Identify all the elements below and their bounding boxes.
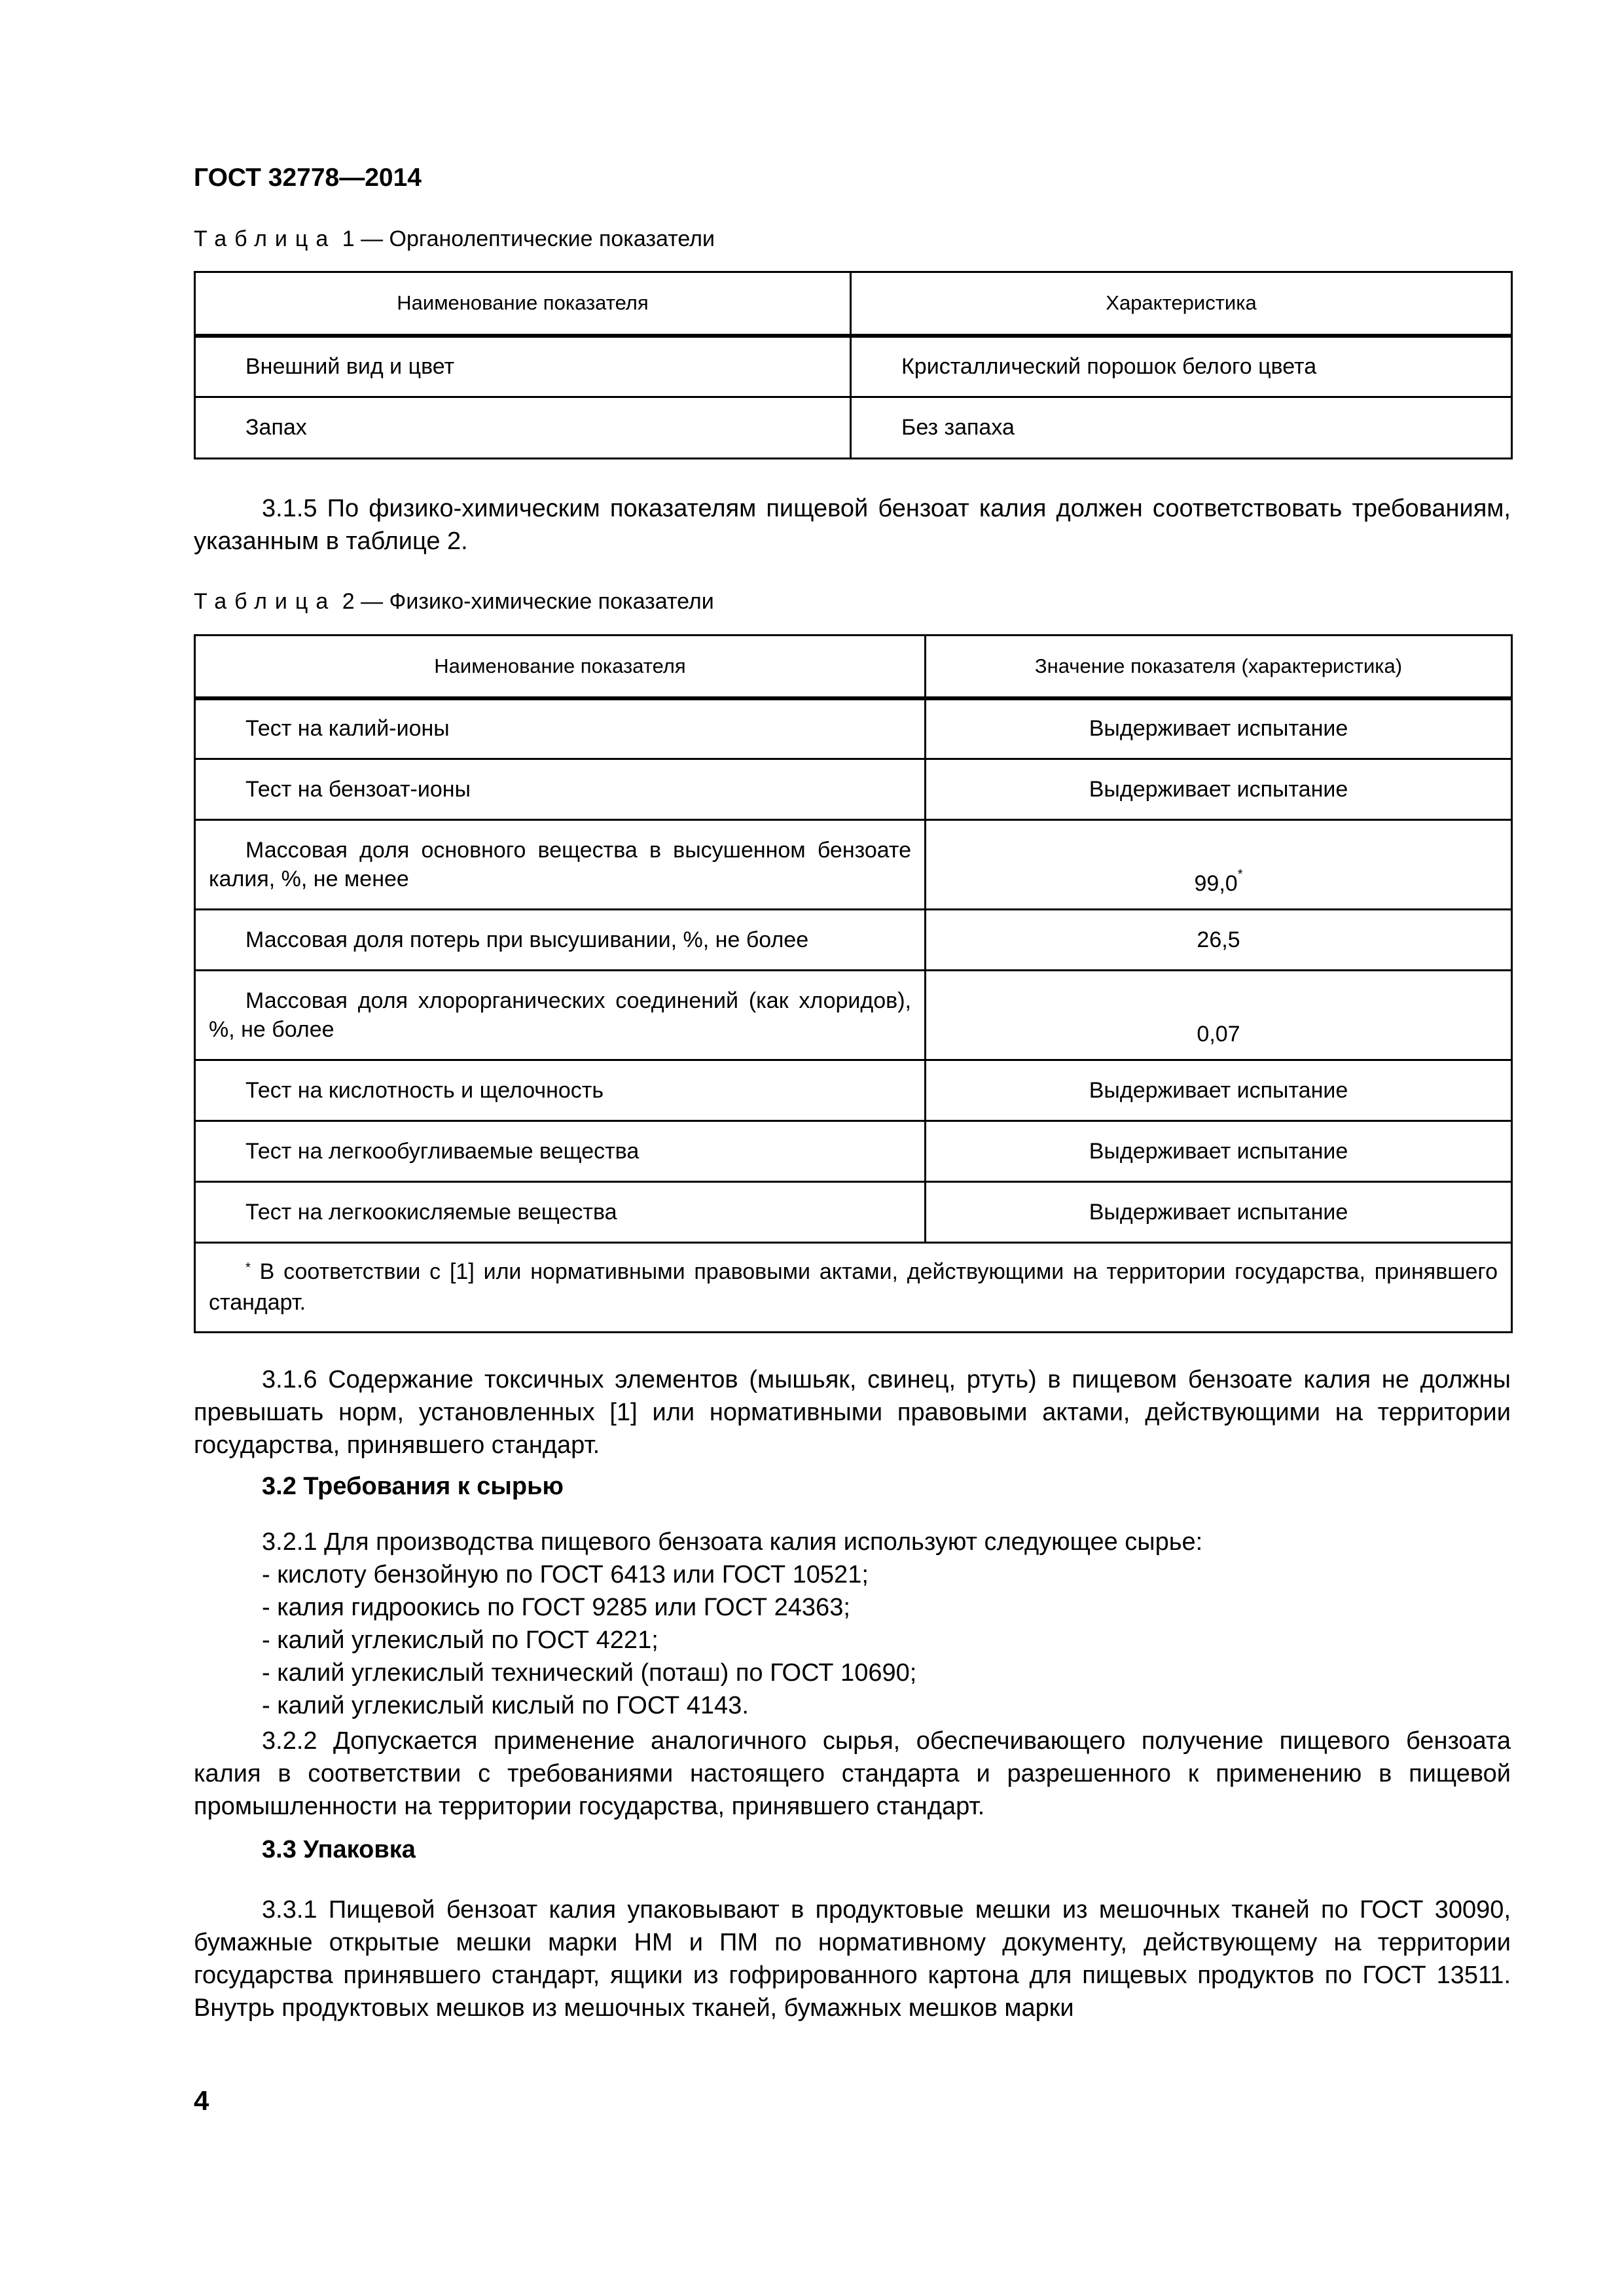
section-3-2-title: 3.2 Требования к сырью	[262, 1473, 564, 1500]
table2-cell: Массовая доля потерь при высушивании, %, не более	[195, 910, 926, 971]
table2-cell: Выдерживает испытание	[926, 1060, 1512, 1121]
table2-cell	[926, 820, 1512, 910]
paragraph-3-3-1: 3.3.1 Пищевой бензоат калия упаковывают в продуктовые мешки из мешочных тканей по ГОСТ 30090, бумажные открытые мешки марки НМ и ПМ по нормативному документу, действующему на территории государства принявшего стандарт, ящики из гофрированного картона для пищевых продуктов по ГОСТ 13511. Внутрь продуктовых мешков из мешочных тканей, бумажных мешков марки	[194, 1896, 1511, 2022]
table2-cell: Массовая доля основного вещества в высушенном бензоате калия, %, не менее	[195, 820, 926, 910]
table-row	[195, 1121, 1512, 1182]
table2-cell: Выдерживает испытание	[926, 759, 1512, 820]
list-item: - калий углекислый технический (поташ) по ГОСТ 10690;	[262, 1659, 917, 1687]
paragraph-3-1-5: 3.1.5 По физико-химическим показателям пищевой бензоат калия должен соответствовать требованиям, указанным в таблице 2.	[194, 495, 1511, 555]
footnote-mark: *	[1237, 867, 1243, 882]
list-item: - калий углекислый по ГОСТ 4221;	[262, 1626, 659, 1654]
table2-cell: 0,07	[926, 971, 1512, 1060]
table2-cell: Выдерживает испытание	[926, 1182, 1512, 1243]
table1-cell: Кристаллический порошок белого цвета	[851, 336, 1512, 397]
table2-cell: Массовая доля хлорорганических соединений (как хлоридов), %, не более	[195, 971, 926, 1060]
footnote-mark: *	[245, 1261, 251, 1275]
table1-caption	[194, 226, 715, 252]
table2-cell: Тест на легкообугливаемые вещества	[195, 1121, 926, 1182]
table-row	[195, 336, 1512, 397]
paragraph-3-1-6: 3.1.6 Содержание токсичных элементов (мышьяк, свинец, ртуть) в пищевом бензоате калия не должны превышать норм, установленных [1] или нормативными правовыми актами, действующими на территории государства, принявшего стандарт.	[194, 1366, 1511, 1459]
list-item: 3.2.1 Для производства пищевого бензоата калия используют следующее сырье:	[262, 1528, 1203, 1556]
table1-col-characteristic: Характеристика	[851, 272, 1512, 336]
table2-cell: Тест на бензоат-ионы	[195, 759, 926, 820]
table2-cell: Тест на легкоокисляемые вещества	[195, 1182, 926, 1243]
table2-footnote	[195, 1243, 1512, 1333]
table1-cell: Внешний вид и цвет	[195, 336, 851, 397]
table2-caption-prefix: Таблица	[194, 589, 336, 614]
table-row	[195, 820, 1512, 910]
document-number: ГОСТ 32778—2014	[194, 164, 422, 192]
table2-col-name: Наименование показателя	[195, 636, 926, 698]
table1-cell: Без запаха	[851, 397, 1512, 459]
paragraph-3-2-2: 3.2.2 Допускается применение аналогичного сырья, обеспечивающего получение пищевого бензоата калия в соответствии с требованиями настоящего стандарта и разрешенного к применению в пищевой промышленности на территории государства, принявшего стандарт.	[194, 1727, 1511, 1820]
table2-cell: Выдерживает испытание	[926, 698, 1512, 759]
list-item: - калия гидроокись по ГОСТ 9285 или ГОСТ 24363;	[262, 1594, 850, 1621]
table2-cell: 26,5	[926, 910, 1512, 971]
table-row	[195, 759, 1512, 820]
footnote-text: В соответствии с [1] или нормативными правовыми актами, действующими на территории государства, принявшего стандарт.	[209, 1259, 1498, 1315]
table1-caption-title: 1 — Органолептические показатели	[336, 226, 715, 251]
table2-header-row	[195, 636, 1512, 698]
table-row	[195, 971, 1512, 1060]
table-row	[195, 397, 1512, 459]
table2-caption-title: 2 — Физико-химические показатели	[336, 589, 714, 614]
table2-cell: Тест на калий-ионы	[195, 698, 926, 759]
page-number: 4	[194, 2085, 209, 2116]
list-item: - калий углекислый кислый по ГОСТ 4143.	[262, 1692, 749, 1719]
table1-col-name: Наименование показателя	[195, 272, 851, 336]
table2-value: 99,0	[1194, 871, 1238, 896]
table2-cell: Выдерживает испытание	[926, 1121, 1512, 1182]
table2-footnote-row	[195, 1243, 1512, 1333]
table2-col-value: Значение показателя (характеристика)	[926, 636, 1512, 698]
table2	[194, 634, 1513, 1333]
table-row	[195, 698, 1512, 759]
table1-caption-prefix: Таблица	[194, 226, 336, 251]
table1	[194, 271, 1513, 459]
table1-header-row	[195, 272, 1512, 336]
list-item: - кислоту бензойную по ГОСТ 6413 или ГОСТ 10521;	[262, 1561, 869, 1588]
table1-cell: Запах	[195, 397, 851, 459]
table-row	[195, 1182, 1512, 1243]
table-row	[195, 1060, 1512, 1121]
document-page	[194, 0, 1511, 2296]
table-row	[195, 910, 1512, 971]
table2-caption	[194, 589, 714, 615]
table2-cell: Тест на кислотность и щелочность	[195, 1060, 926, 1121]
section-3-3-title: 3.3 Упаковка	[262, 1836, 416, 1863]
